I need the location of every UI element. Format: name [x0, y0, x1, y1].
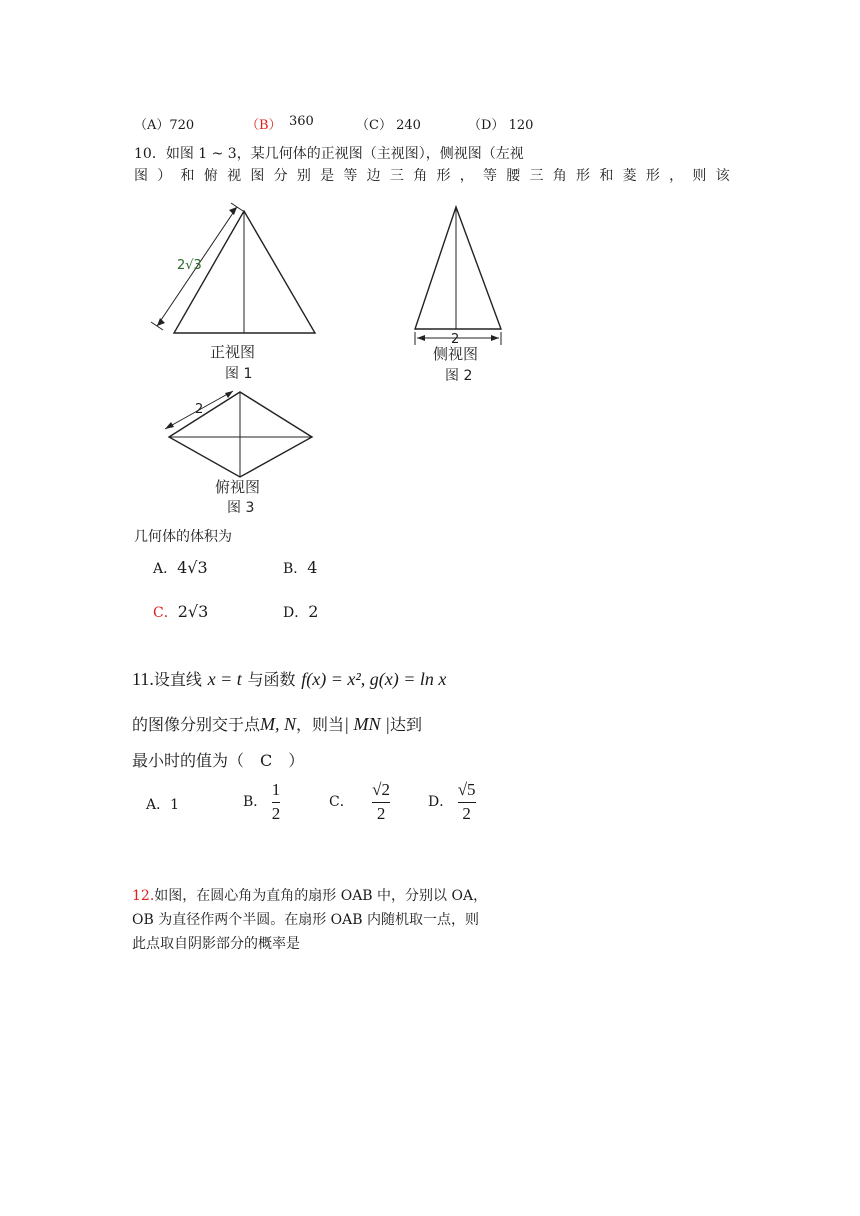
side-view-triangle [415, 207, 501, 329]
fig2-dimension-label: 2 [451, 332, 460, 347]
q10-line2-char: 三 [529, 168, 544, 184]
q12-line2: OB 为直径作两个半圆。在扇形 OAB 内随机取一点，则 [132, 912, 479, 928]
option-letter: D． [428, 794, 454, 811]
fig1-caption: 图 1 [225, 366, 253, 382]
q11-option-c [329, 781, 390, 823]
q10-line2-char: 该 [715, 168, 730, 184]
fig3-dimension-label: 2 [195, 402, 204, 417]
option-fraction [372, 781, 390, 823]
option-letter: C． [153, 605, 178, 621]
q10-line2-char: 则 [692, 168, 707, 184]
q10-line2-char: 和 [599, 168, 614, 184]
q11-equation-2: f(x) = x², g(x) = ln x [301, 669, 447, 689]
option-letter: （C） [356, 118, 392, 133]
fig1-dimension-label: 2√3 [177, 258, 202, 273]
q11-equation-1: x = t [207, 669, 242, 689]
q11-option-d [428, 781, 476, 823]
q11-abs-mn: | MN | [344, 714, 390, 734]
option-letter: D． [283, 605, 309, 621]
option-letter: A． [153, 561, 178, 577]
q12-text: 如图，在圆心角为直角的扇形 OAB 中，分别以 OA， [154, 888, 488, 904]
option-fraction [458, 781, 476, 823]
q10-line2-char: 形 [436, 168, 451, 184]
q10-line2 [134, 165, 730, 185]
q10-line2-char: 等 [343, 168, 358, 184]
q10-line2-char: 视 [227, 168, 242, 184]
fig2-caption: 图 2 [445, 368, 473, 384]
q10-option-b [283, 558, 317, 578]
numerator: √2 [372, 780, 391, 799]
q10-line2-char: ） [157, 168, 172, 184]
figure-1-front-view [145, 195, 335, 390]
option-letter: A． [146, 797, 171, 813]
q10-line2-char: 和 [180, 168, 195, 184]
q10-option-d [283, 602, 318, 622]
q10-line2-char: 形 [576, 168, 591, 184]
q10-line2-char: ， [459, 168, 474, 184]
q12-number: 12. [132, 888, 155, 904]
q10-line2-char: 图 [250, 168, 265, 184]
option-value: 240 [396, 118, 421, 133]
q11-line1 [132, 667, 446, 690]
figure-3-top-view [155, 385, 325, 520]
fig1-view-name: 正视图 [210, 343, 256, 361]
q11-number: 11. [132, 669, 154, 689]
numerator: 1 [271, 780, 281, 799]
q10-line2-char: 图 [134, 168, 148, 184]
q9-option-b [246, 114, 282, 133]
q10-line2-char: 菱 [622, 168, 637, 184]
q10-option-c [153, 602, 208, 622]
q11-line3: 最小时的值为（ C ） [132, 751, 305, 770]
q10-line2-char: 别 [296, 168, 311, 184]
q10-line2-char: 等 [482, 168, 497, 184]
option-value: 1 [170, 797, 180, 813]
option-value: 4 [307, 558, 318, 577]
q10-line2-char: 角 [552, 168, 567, 184]
option-letter: （D） [468, 118, 505, 133]
option-value: 4√3 [177, 558, 208, 577]
denominator: 2 [271, 803, 281, 823]
q10-line3: 几何体的体积为 [134, 529, 232, 545]
q11-line2-b: ，则当 [296, 715, 345, 734]
q10-line2-char: 三 [389, 168, 404, 184]
q10-line2-char: 是 [320, 168, 335, 184]
q12-line1 [132, 885, 487, 905]
fig2-view-name: 侧视图 [433, 345, 479, 363]
q10-line2-char: 分 [273, 168, 288, 184]
option-value: 2 [308, 602, 319, 621]
q10-line2-char: 角 [413, 168, 428, 184]
fig3-caption: 图 3 [227, 500, 255, 516]
q11-option-a [146, 794, 179, 814]
q10-line1: 10．如图 1 ~ 3，某几何体的正视图（主视图），侧视图（左视 [134, 146, 524, 162]
q10-line2-char: 腰 [506, 168, 521, 184]
option-letter: （B） [246, 118, 282, 133]
figure-2-side-view [405, 195, 515, 390]
option-fraction [272, 781, 281, 823]
q10-line2-char: 边 [366, 168, 381, 184]
option-letter: B． [243, 794, 268, 811]
option-letter: （A） [134, 118, 170, 133]
denominator: 2 [376, 803, 386, 823]
q11-option-b [243, 781, 280, 823]
option-letter: B． [283, 561, 308, 577]
q11-text-a: 设直线 [153, 670, 202, 689]
q12-line3: 此点取自阴影部分的概率是 [132, 936, 300, 952]
numerator: √5 [457, 780, 476, 799]
option-value: 720 [169, 118, 195, 133]
denominator: 2 [462, 803, 471, 823]
q10-line2-char: 俯 [203, 168, 218, 184]
fig3-view-name: 俯视图 [215, 478, 261, 496]
q9-option-d [468, 114, 533, 133]
q10-line2-char: ， [669, 168, 684, 184]
option-value: 120 [508, 118, 534, 133]
q11-line2-c: 达到 [389, 715, 422, 734]
q9-option-b-value: 360 [289, 114, 314, 129]
q9-option-c [356, 114, 421, 133]
option-value: 2√3 [177, 602, 209, 621]
option-letter: C． [329, 794, 354, 811]
q11-points: M, N [260, 714, 297, 734]
q10-line2-char: 形 [645, 168, 660, 184]
q11-text-b: 与函数 [247, 670, 296, 689]
q11-line2 [132, 712, 422, 735]
q9-option-a [134, 114, 194, 133]
q11-line2-a: 的图像分别交于点 [132, 715, 261, 734]
q10-option-a [153, 558, 208, 578]
